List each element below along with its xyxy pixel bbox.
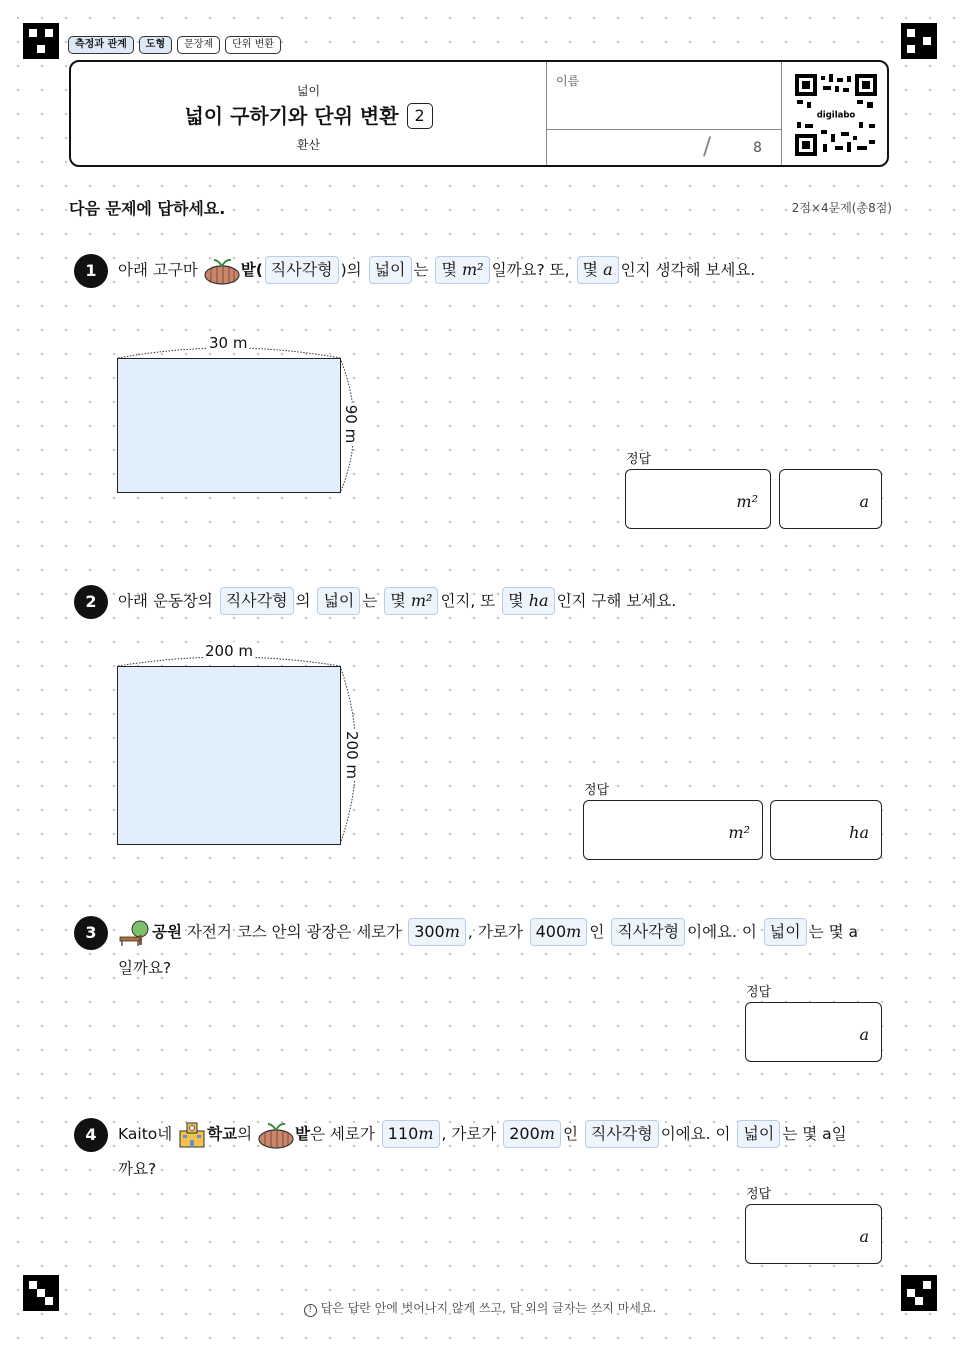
instructions: 다음 문제에 답하세요.	[69, 199, 226, 218]
answer-label: 정답	[626, 452, 652, 467]
keyword-chip: 300m	[408, 918, 466, 946]
unit-label: m²	[728, 823, 750, 842]
corner-marker-top-left	[23, 23, 59, 59]
worksheet-header	[69, 60, 889, 167]
keyword-chip: 200m	[503, 1120, 561, 1148]
keyword-chip: 직사각형	[220, 587, 294, 615]
divider	[781, 62, 782, 165]
answer-box-a[interactable]	[745, 1204, 882, 1264]
score-total: 8	[753, 140, 762, 156]
field-rectangle	[117, 358, 341, 493]
answer-box-a[interactable]	[745, 1002, 882, 1062]
qr-label: digilabo	[816, 110, 856, 121]
name-field[interactable]	[547, 90, 781, 128]
keyword-chip: 직사각형	[585, 1120, 659, 1148]
keyword-chip: 넓이	[317, 587, 360, 615]
subtitle-label: 환산	[296, 138, 321, 152]
tag-unit-conversion: 단위 변환	[225, 36, 281, 54]
worksheet-number: 2	[407, 103, 433, 129]
height-label: 90 m	[342, 404, 361, 444]
keyword-chip: 넓이	[764, 918, 807, 946]
answer-box-m2[interactable]	[625, 469, 771, 529]
qr-code-icon	[795, 74, 877, 156]
answer-box-ha[interactable]	[770, 800, 882, 860]
answer-label: 정답	[584, 783, 610, 798]
question-1-text: 아래 고구마 밭( 직사각형 )의 넓이 는 몇 m² 일까요? 또, 몇 a 인지 생각해 보세요.	[118, 255, 755, 285]
question-2-text: 아래 운동장의 직사각형 의 넓이 는 몇 m² 인지, 또 몇 ha 인지 구해 보세요.	[118, 586, 676, 616]
corner-marker-top-right	[901, 23, 937, 59]
keyword-chip: 몇 a	[577, 256, 619, 284]
keyword-chip: 직사각형	[611, 918, 685, 946]
page-title	[71, 100, 546, 129]
sweet-potato-icon	[257, 1121, 295, 1149]
footer-text: 답은 답란 안에 벗어나지 않게 쓰고, 답 외의 글자는 쓰지 마세요.	[320, 1301, 657, 1315]
question-number: 3	[74, 916, 108, 950]
width-label: 30 m	[209, 334, 248, 352]
school-icon	[177, 1121, 207, 1149]
score-slash: /	[703, 132, 712, 160]
unit-label: a	[859, 1227, 869, 1246]
footer-note	[0, 1299, 960, 1317]
question-3-text: 공원 자전거 코스 안의 광장은 세로가 300m , 가로가 400m 인 직사각형 이에요. 이 넓이 는 몇 a	[118, 917, 858, 947]
answer-label: 정답	[746, 985, 772, 1000]
question-4-text-line-2: 까요?	[118, 1160, 157, 1178]
sweet-potato-icon	[203, 257, 241, 285]
keyword-chip: 몇 m²	[435, 256, 489, 284]
unit-label: a	[859, 1025, 869, 1044]
points-summary: 2점×4문제(총8점)	[791, 201, 892, 215]
answer-box-m2[interactable]	[583, 800, 763, 860]
title-area	[71, 62, 546, 165]
unit-label: m²	[736, 492, 758, 511]
keyword-chip: 넓이	[369, 256, 412, 284]
height-label: 200 m	[343, 730, 362, 780]
answer-box-a[interactable]	[779, 469, 882, 529]
keyword-chip: 넓이	[737, 1120, 780, 1148]
keyword-chip: 400m	[530, 918, 588, 946]
unit-label: ha	[849, 823, 869, 842]
tag-shapes: 도형	[139, 36, 172, 54]
keyword-chip: 몇 ha	[502, 587, 554, 615]
question-number: 2	[74, 585, 108, 619]
park-icon	[118, 919, 152, 947]
tag-measurement: 측정과 관계	[68, 36, 134, 54]
question-4-text: Kaito네 학교의 밭은 세로가 110m , 가로가 200m 인 직사각형 이에요. 이 넓이 는 몇 a일	[118, 1119, 847, 1149]
question-3-text-line-2: 일까요?	[118, 959, 172, 977]
field-rectangle	[117, 666, 341, 845]
width-label: 200 m	[205, 642, 254, 660]
warning-icon: !	[304, 1304, 317, 1317]
question-number: 4	[74, 1118, 108, 1152]
keyword-chip: 직사각형	[265, 256, 339, 284]
keyword-chip: 110m	[382, 1120, 440, 1148]
title-text: 넓이 구하기와 단위 변환	[184, 104, 399, 128]
tag-word-problem: 문장제	[177, 36, 220, 54]
keyword-chip: 몇 m²	[384, 587, 438, 615]
score-field[interactable]	[547, 130, 697, 164]
name-label: 이름	[556, 74, 580, 88]
category-label: 넓이	[296, 84, 321, 98]
question-number: 1	[74, 254, 108, 288]
unit-label: a	[859, 492, 869, 511]
topic-tags	[68, 36, 281, 54]
answer-label: 정답	[746, 1187, 772, 1202]
